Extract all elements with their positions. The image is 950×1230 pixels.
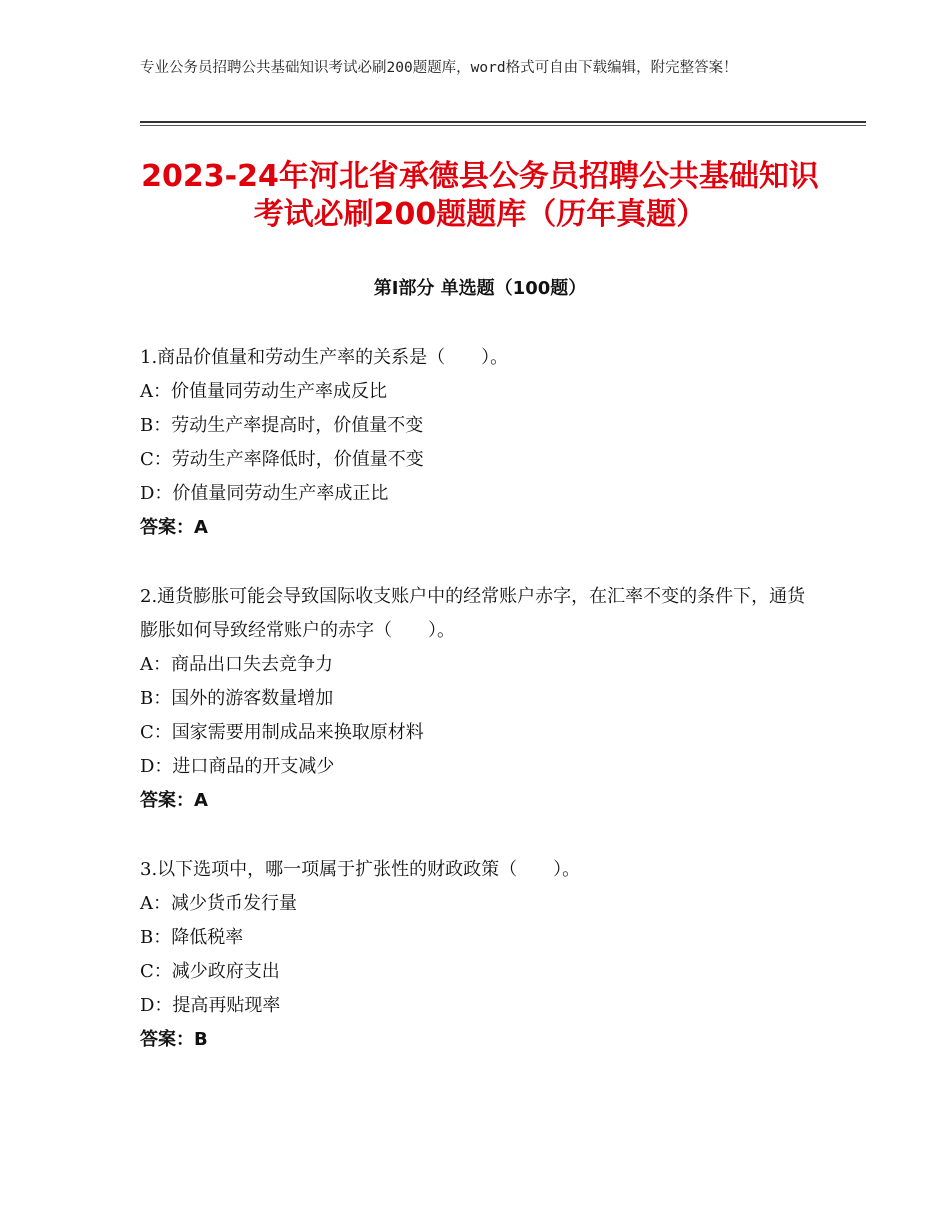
option-d: D：价值量同劳动生产率成正比 bbox=[140, 483, 389, 504]
answer: 答案：B bbox=[140, 1029, 208, 1050]
question-3 bbox=[140, 853, 820, 1057]
option-d: D：提高再贴现率 bbox=[140, 995, 281, 1016]
document-title: 2023-24年河北省承德县公务员招聘公共基础知识考试必刷200题题库（历年真题） bbox=[141, 159, 819, 232]
option-d: D：进口商品的开支减少 bbox=[140, 756, 335, 777]
option-a: A：价值量同劳动生产率成反比 bbox=[140, 381, 387, 402]
option-c: C：国家需要用制成品来换取原材料 bbox=[140, 722, 424, 743]
option-c: C：减少政府支出 bbox=[140, 961, 280, 982]
question-stem: 2.通货膨胀可能会导致国际收支账户中的经常账户赤字，在汇率不变的条件下，通货膨胀如何导致经常账户的赤字（ ）。 bbox=[140, 586, 806, 641]
option-c: C：劳动生产率降低时，价值量不变 bbox=[140, 449, 424, 470]
header-rule-thin bbox=[140, 125, 866, 126]
header-note: 专业公务员招聘公共基础知识考试必刷200题题库，word格式可自由下载编辑，附完整答案！ bbox=[140, 60, 738, 76]
option-b: B：国外的游客数量增加 bbox=[140, 688, 334, 709]
answer: 答案：A bbox=[140, 517, 208, 538]
answer: 答案：A bbox=[140, 790, 208, 811]
section-title: 第Ⅰ部分 单选题（100题） bbox=[373, 278, 587, 299]
option-b: B：劳动生产率提高时，价值量不变 bbox=[140, 415, 424, 436]
question-stem: 3.以下选项中，哪一项属于扩张性的财政政策（ ）。 bbox=[140, 859, 581, 880]
question-2 bbox=[140, 580, 820, 818]
question-stem: 1.商品价值量和劳动生产率的关系是（ ）。 bbox=[140, 347, 509, 368]
header-rule-thick bbox=[140, 121, 866, 123]
question-1 bbox=[140, 341, 820, 545]
option-a: A：商品出口失去竞争力 bbox=[140, 654, 333, 675]
option-b: B：降低税率 bbox=[140, 927, 244, 948]
option-a: A：减少货币发行量 bbox=[140, 893, 297, 914]
